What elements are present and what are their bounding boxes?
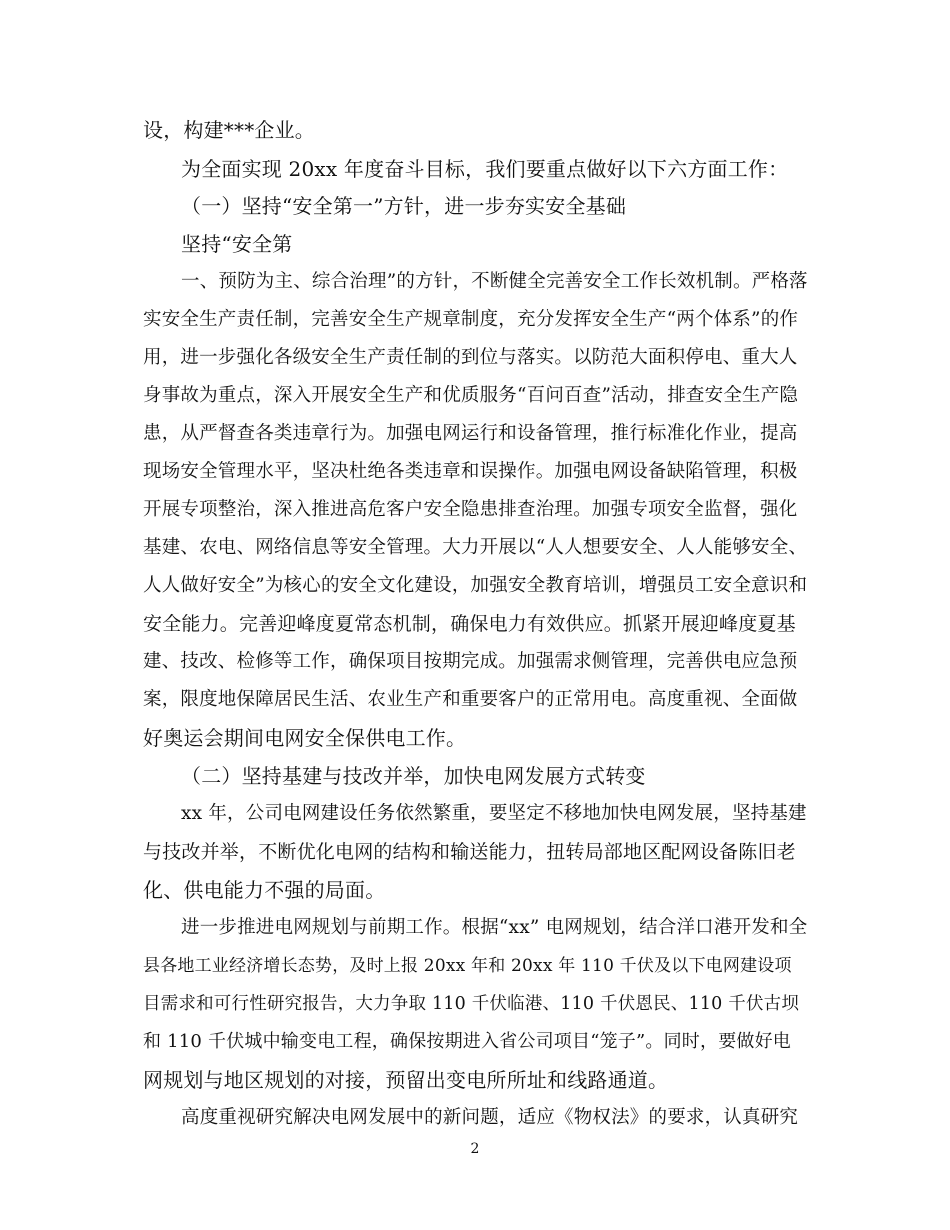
text-line: 现场安全管理水平，坚决杜绝各类违章和误操作。加强电网设备缺陷管理，积极 — [143, 461, 798, 482]
text-line: 开展专项整治，深入推进高危客户安全隐患排查治理。加强专项安全监督，强化 — [143, 499, 798, 520]
text-line: 坚持“安全第 — [181, 232, 293, 256]
text-line: xx 年，公司电网建设任务依然繁重，要坚定不移地加快电网发展，坚持基建 — [181, 803, 807, 824]
text-line: 案，限度地保障居民生活、农业生产和重要客户的正常用电。高度重视、全面做 — [143, 689, 798, 710]
text-line: 基建、农电、网络信息等安全管理。大力开展以“人人想要安全、人人能够安全、 — [143, 537, 808, 558]
text-line: 为全面实现 20xx 年度奋斗目标，我们要重点做好以下六方面工作： — [181, 157, 789, 181]
text-line: 设，构建***企业。 — [143, 118, 315, 142]
page-number: 2 — [470, 1141, 480, 1157]
text-line: 患，从严督查各类违章行为。加强电网运行和设备管理，推行标准化作业，提高 — [143, 423, 798, 444]
text-line: 目需求和可行性研究报告，大力争取 110 千伏临港、110 千伏恩民、110 千伏古坝 — [143, 994, 800, 1014]
text-line: 和 110 千伏城中输变电工程，确保按期进入省公司项目“笼子”。同时，要做好电 — [143, 1031, 792, 1052]
text-line: 用，进一步强化各级安全生产责任制的到位与落实。以防范大面积停电、重大人 — [143, 347, 798, 368]
section-heading: （二）坚持基建与技改并举，加快电网发展方式转变 — [181, 764, 646, 788]
text-line: 建、技改、检修等工作，确保项目按期完成。加强需求侧管理，完善供电应急预 — [143, 651, 798, 672]
text-line: 县各地工业经济增长态势，及时上报 20xx 年和 20xx 年 110 千伏及以下电网建设项 — [143, 956, 792, 976]
text-line: 好奥运会期间电网安全保供电工作。 — [143, 726, 467, 750]
text-line: 一、预防为主、综合治理”的方针，不断健全完善安全工作长效机制。严格落 — [181, 271, 808, 292]
text-line: 安全能力。完善迎峰度夏常态机制，确保电力有效供应。抓紧开展迎峰度夏基 — [143, 613, 796, 635]
text-line: 人人做好安全”为核心的安全文化建设，加强安全教育培训，增强员工安全意识和 — [143, 575, 808, 596]
text-line: 进一步推进电网规划与前期工作。根据“xx” 电网规划，结合洋口港开发和全 — [181, 917, 808, 938]
text-line: 化、供电能力不强的局面。 — [143, 878, 386, 902]
text-line: 身事故为重点，深入开展安全生产和优质服务“百问百查”活动，排查安全生产隐 — [143, 385, 799, 406]
section-heading: （一）坚持“安全第一”方针，进一步夯实安全基础 — [181, 194, 627, 218]
text-line: 高度重视研究解决电网发展中的新问题，适应《物权法》的要求，认真研究 — [181, 1107, 799, 1128]
text-line: 实安全生产责任制，完善安全生产规章制度，充分发挥安全生产“两个体系”的作 — [143, 309, 799, 330]
text-line: 网规划与地区规划的对接，预留出变电所所址和线路通道。 — [143, 1068, 669, 1092]
text-line: 与技改并举，不断优化电网的结构和输送能力，扭转局部地区配网设备陈旧老 — [143, 841, 796, 863]
